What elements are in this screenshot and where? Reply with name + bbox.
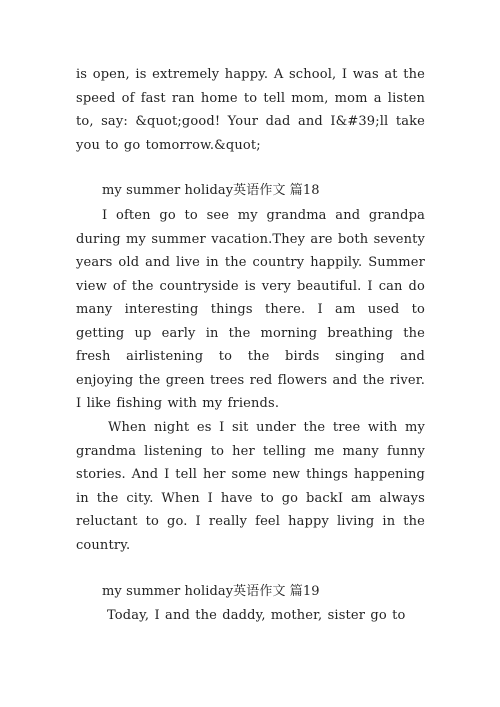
section-heading-18: my summer holiday英语作文 篇18 xyxy=(102,183,320,198)
paragraph-summer-vacation: I often go to see my grandma and grandpa during my summer vacation.They are both seventy years old and live in the country happily. Summer view of the countryside is very beautiful. I can do many interesting things there. I am used to getting up early in the morning breathing the fresh airlistening to the birds singing and enjoying the green trees red flowers and the river. I like fishing with my friends. xyxy=(76,208,425,411)
section-heading-19: my summer holiday英语作文 篇19 xyxy=(102,584,320,599)
paragraph-continued: is open, is extremely happy. A school, I was at the speed of fast ran home to tell mom, mom a listen to, say: &quot;good! Your dad and I&#39;ll take you to go tomorrow.&quot; xyxy=(76,67,425,153)
paragraph-night-stories: When night es I sit under the tree with my grandma listening to her telling me many funny stories. And I tell her some new things happening in the city. When I have to go backI am always reluctant to go. I really feel happy living in the country. xyxy=(76,420,425,553)
paragraph-today: Today, I and the daddy, mother, sister go to xyxy=(107,608,406,623)
